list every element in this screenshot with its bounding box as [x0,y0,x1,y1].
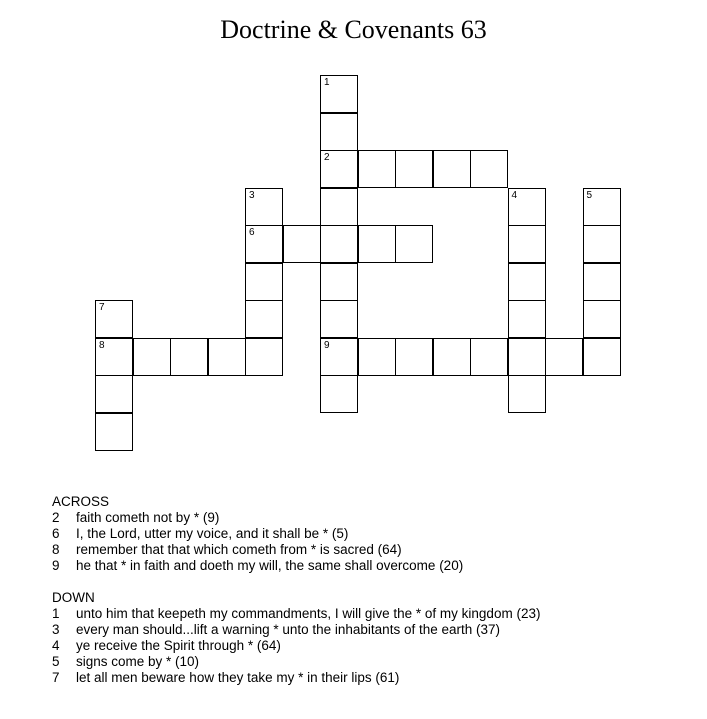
grid-cell[interactable] [395,150,433,188]
grid-cell[interactable] [583,338,621,376]
grid-cell[interactable] [583,263,621,301]
grid-cell[interactable] [508,263,546,301]
clue-text: let all men beware how they take my * in their lips (61) [76,670,400,685]
clue-number: 2 [52,510,60,525]
grid-cell[interactable] [320,375,358,413]
grid-cell[interactable] [508,338,546,376]
grid-cell[interactable] [545,338,583,376]
clue-text: every man should...lift a warning * unto the inhabitants of the earth (37) [76,622,500,637]
grid-cell[interactable] [395,225,433,263]
grid-cell[interactable] [95,413,133,451]
grid-cell[interactable] [358,338,396,376]
clue-text: unto him that keepeth my commandments, I will give the * of my kingdom (23) [76,606,541,621]
grid-cell[interactable] [508,300,546,338]
grid-cell-6[interactable] [245,225,283,263]
clue-number: 8 [52,542,60,557]
grid-cell[interactable] [433,150,471,188]
clue-number: 3 [52,622,60,637]
grid-cell[interactable] [433,338,471,376]
clue-text: remember that that which cometh from * is sacred (64) [76,542,402,557]
cell-number: 1 [324,77,330,88]
grid-cell[interactable] [358,225,396,263]
clue-text: signs come by * (10) [76,654,200,669]
clue-text: I, the Lord, utter my voice, and it shall be * (5) [76,526,349,541]
grid-cell-5[interactable] [583,188,621,226]
grid-cell[interactable] [395,338,433,376]
clue-down-1 [52,606,540,622]
grid-cell-7[interactable] [95,300,133,338]
grid-cell[interactable] [470,338,508,376]
cell-number: 8 [99,339,105,351]
cell-number: 5 [586,189,593,201]
cell-number: 4 [511,189,518,201]
grid-cell-2[interactable] [320,150,358,188]
grid-cell[interactable] [283,225,321,263]
clue-number: 9 [52,558,60,573]
grid-cell[interactable] [320,188,358,226]
across-heading: ACROSS [52,494,110,509]
grid-cell[interactable] [508,375,546,413]
cell-number: 2 [324,152,330,163]
grid-cell[interactable] [320,225,358,263]
grid-cell-4[interactable] [508,188,546,226]
clue-down-3 [52,622,540,638]
cell-number: 9 [324,339,330,351]
grid-cell[interactable] [245,338,283,376]
grid-cell[interactable] [245,300,283,338]
clue-down-7 [52,670,540,686]
grid-cell[interactable] [583,225,621,263]
clue-across-6 [52,526,540,542]
clue-number: 5 [52,654,60,669]
grid-cell[interactable] [583,300,621,338]
clue-text: ye receive the Spirit through * (64) [76,638,281,653]
clue-number: 4 [52,638,60,653]
clue-text: faith cometh not by * (9) [76,510,220,525]
grid-cell[interactable] [208,338,246,376]
cell-number: 3 [249,189,255,201]
grid-cell[interactable] [133,338,171,376]
grid-cell[interactable] [245,263,283,301]
grid-cell[interactable] [320,113,358,151]
page-title: Doctrine & Covenants 63 [220,15,487,44]
down-clue-list [52,606,540,686]
grid-cell-1[interactable] [320,75,358,113]
clue-number: 7 [52,670,60,685]
clue-down-4 [52,638,540,654]
clue-number: 1 [52,606,60,621]
cell-number: 6 [249,227,255,238]
down-heading: DOWN [52,590,95,605]
grid-cell[interactable] [470,150,508,188]
clue-down-5 [52,654,540,670]
clue-number: 6 [52,526,60,541]
across-clue-list [52,510,540,574]
grid-cell[interactable] [358,150,396,188]
grid-cell[interactable] [320,263,358,301]
grid-cell-8[interactable] [95,338,133,376]
grid-cell[interactable] [170,338,208,376]
clues-section [52,494,540,686]
cell-number: 7 [99,302,105,313]
grid-cell[interactable] [95,375,133,413]
grid-cell-9[interactable] [320,338,358,376]
clue-across-8 [52,542,540,558]
clue-text: he that * in faith and doeth my will, the same shall overcome (20) [76,558,464,573]
clue-across-2 [52,510,540,526]
clue-across-9 [52,558,540,574]
grid-cell[interactable] [508,225,546,263]
grid-cell-3[interactable] [245,188,283,226]
grid-cell[interactable] [320,300,358,338]
